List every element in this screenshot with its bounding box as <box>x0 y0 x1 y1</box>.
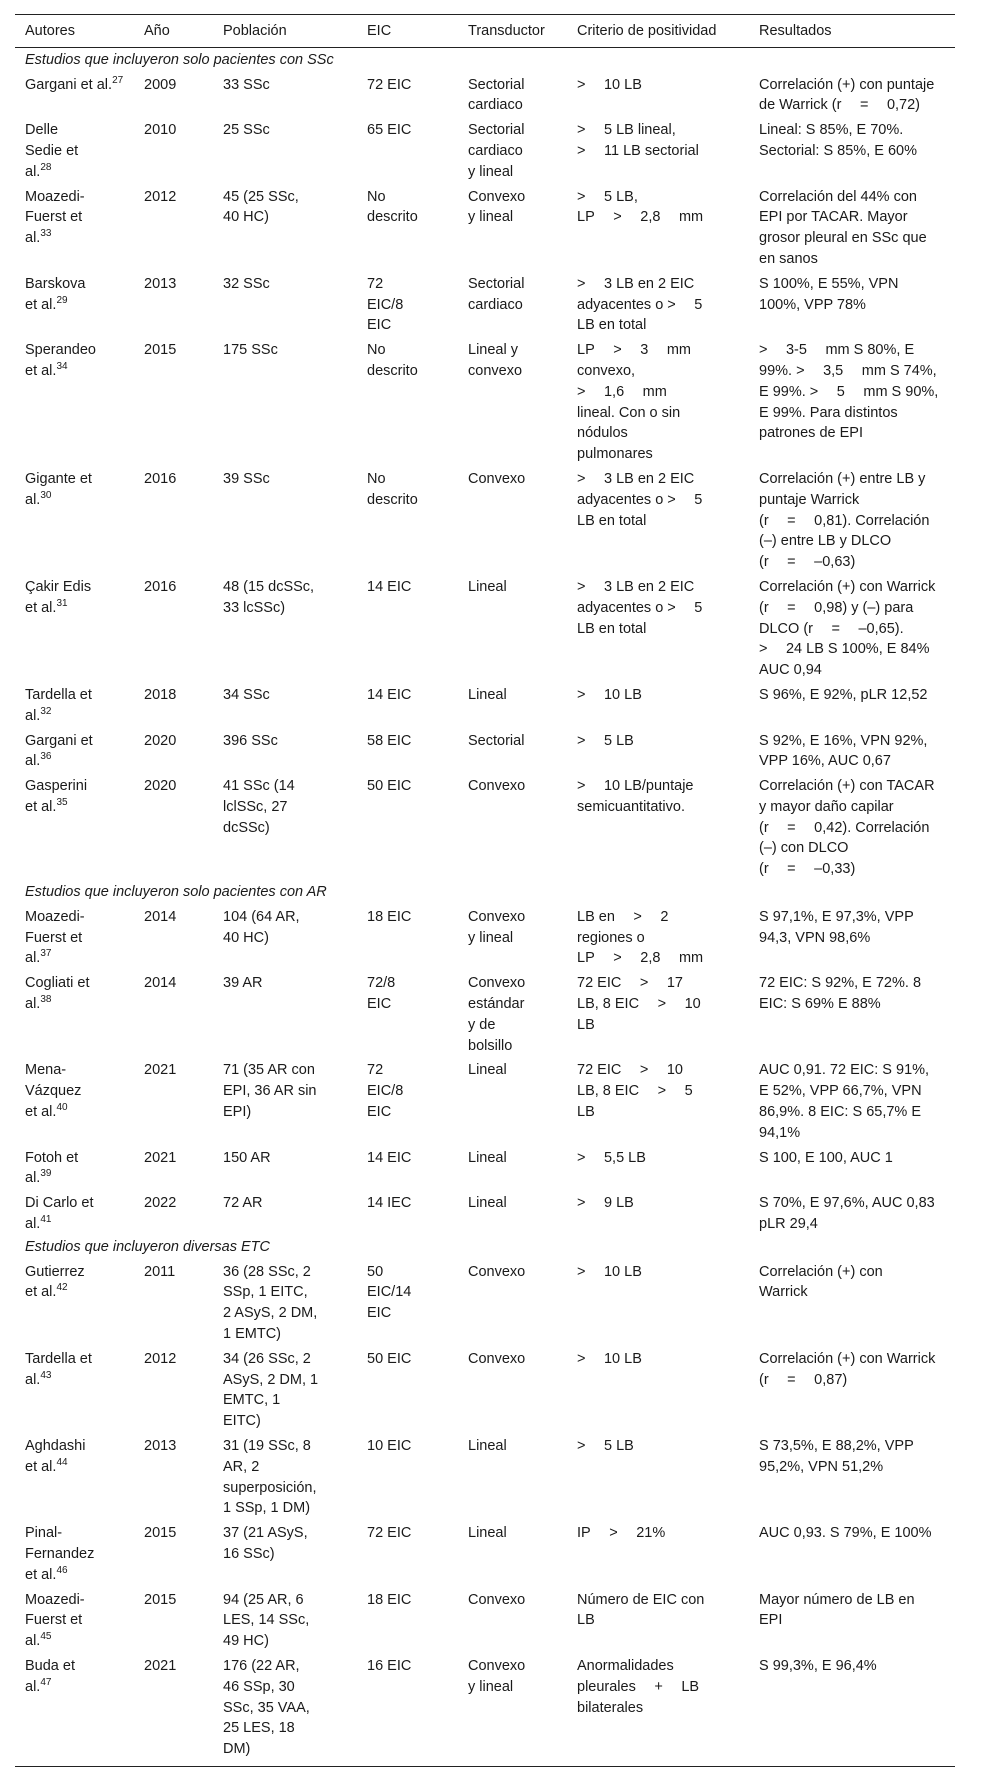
cell-results: S 92%, E 16%, VPN 92%, VPP 16%, AUC 0,67 <box>759 732 928 770</box>
cell-author <box>15 1189 134 1235</box>
table-row <box>15 1519 955 1585</box>
cell-eic: 72 EIC <box>367 76 412 93</box>
cell-year: 2011 <box>144 1263 176 1280</box>
cell-criterion: > 3 LB en 2 EIC adyacentes o > 5 LB en total <box>577 275 703 334</box>
cell-results: AUC 0,91. 72 EIC: S 91%, E 52%, VPP 66,7%, VPN 86,9%. 8 EIC: S 65,7% E 94,1% <box>759 1062 930 1141</box>
cell-year: 2014 <box>144 975 177 992</box>
author-name: Gargani et al. <box>25 732 93 770</box>
cell-population: 94 (25 AR, 6 LES, 14 SSc, 49 HC) <box>223 1591 310 1650</box>
cell-author <box>15 465 134 573</box>
cell-author <box>15 573 134 681</box>
cell-criterion: > 9 LB <box>577 1195 634 1212</box>
author-name: Moazedi- Fuerst et al. <box>25 1591 85 1650</box>
cell-transducer: Convexo <box>468 1591 526 1608</box>
cell-transducer: Lineal <box>468 578 507 595</box>
cell-author <box>15 1345 134 1432</box>
cell-eic: 14 EIC <box>367 1149 412 1166</box>
cell-year: 2022 <box>144 1195 177 1212</box>
cell-population: 175 SSc <box>223 342 278 359</box>
cell-year: 2016 <box>144 470 177 487</box>
reference-number: 27 <box>112 74 124 86</box>
cell-eic: 72 EIC/8 EIC <box>367 275 404 334</box>
author-name: Sperandeo et al. <box>25 342 96 379</box>
cell-results: S 96%, E 92%, pLR 12,52 <box>759 686 928 703</box>
column-header-authors: Autores <box>25 23 75 39</box>
cell-transducer: Sectorial cardiaco <box>468 275 525 313</box>
cell-transducer: Convexo estándar y de bolsillo <box>468 975 526 1054</box>
cell-year: 2015 <box>144 1591 177 1608</box>
studies-table <box>15 14 955 1767</box>
cell-year: 2010 <box>144 122 177 139</box>
cell-results: Correlación (+) con Warrick <box>759 1263 883 1301</box>
table-row <box>15 465 955 573</box>
cell-results: Correlación (+) entre LB y puntaje Warrick (r = 0,81). Correlación (–) entre LB y DLCO (r = –0,63) <box>759 470 930 571</box>
reference-number: 40 <box>56 1102 68 1114</box>
cell-author <box>15 772 134 880</box>
cell-eic: 18 EIC <box>367 908 412 925</box>
cell-population: 396 SSc <box>223 732 278 749</box>
cell-transducer: Lineal y convexo <box>468 342 523 379</box>
cell-results: S 100%, E 55%, VPN 100%, VPP 78% <box>759 275 899 313</box>
reference-number: 46 <box>56 1564 68 1576</box>
table-row <box>15 116 955 182</box>
cell-eic: 10 EIC <box>367 1438 412 1454</box>
reference-number: 39 <box>40 1168 52 1180</box>
cell-year: 2016 <box>144 578 177 595</box>
cell-criterion: > 5,5 LB <box>577 1149 646 1166</box>
cell-transducer: Convexo <box>468 1350 526 1367</box>
cell-criterion: LB en > 2 regiones o LP > 2,8 mm <box>577 908 704 967</box>
reference-number: 44 <box>56 1456 68 1468</box>
table-row <box>15 1432 955 1519</box>
cell-population: 72 AR <box>223 1195 263 1212</box>
author-name: Buda et al. <box>25 1657 75 1695</box>
cell-transducer: Convexo <box>468 1263 526 1280</box>
column-header-year: Año <box>144 23 170 39</box>
cell-population: 37 (21 ASyS, 16 SSc) <box>223 1525 308 1562</box>
cell-eic: No descrito <box>367 188 418 226</box>
cell-author <box>15 903 134 969</box>
cell-population: 45 (25 SSc, 40 HC) <box>223 188 299 226</box>
section-header-row <box>15 47 955 70</box>
cell-author <box>15 1519 134 1585</box>
author-name: Fotoh et al. <box>25 1149 79 1187</box>
cell-population: 104 (64 AR, 40 HC) <box>223 908 300 946</box>
table-row <box>15 1189 955 1235</box>
table-row <box>15 1652 955 1766</box>
cell-year: 2014 <box>144 908 177 925</box>
cell-population: 176 (22 AR, 46 SSp, 30 SSc, 35 VAA, 25 LES, 18 DM) <box>223 1657 310 1758</box>
cell-transducer: Lineal <box>468 1438 507 1454</box>
author-name: Delle Sedie et al. <box>25 122 79 180</box>
cell-author <box>15 969 134 1056</box>
section-title: Estudios que incluyeron solo pacientes con AR <box>25 884 327 901</box>
cell-criterion: Número de EIC con LB <box>577 1591 705 1629</box>
cell-results: Correlación (+) con Warrick (r = 0,98) y (–) para DLCO (r = –0,65). > 24 LB S 100%, E 84% AUC 0,94 <box>759 578 936 679</box>
cell-eic: No descrito <box>367 342 418 379</box>
column-header-results: Resultados <box>759 23 832 39</box>
section-header-row <box>15 880 955 903</box>
cell-year: 2013 <box>144 1438 177 1454</box>
column-header-criterion: Criterio de positividad <box>577 23 717 39</box>
author-name: Gigante et al. <box>25 470 92 508</box>
cell-author <box>15 1258 134 1345</box>
author-name: Gutierrez et al. <box>25 1263 85 1301</box>
author-name: Aghdashi et al. <box>25 1438 86 1475</box>
cell-population: 34 SSc <box>223 686 270 703</box>
cell-criterion: > 5 LB lineal, > 11 LB sectorial <box>577 122 699 159</box>
reference-number: 43 <box>40 1369 52 1381</box>
cell-year: 2013 <box>144 275 177 292</box>
cell-author <box>15 1144 134 1190</box>
cell-author <box>15 183 134 270</box>
cell-transducer: Convexo y lineal <box>468 908 526 946</box>
table-row <box>15 903 955 969</box>
cell-author <box>15 1652 134 1766</box>
cell-eic: 50 EIC/14 EIC <box>367 1263 412 1322</box>
cell-eic: 16 EIC <box>367 1657 412 1674</box>
cell-criterion: 72 EIC > 17 LB, 8 EIC > 10 LB <box>577 975 701 1033</box>
cell-transducer: Convexo y lineal <box>468 1657 526 1695</box>
cell-author <box>15 1586 134 1652</box>
author-name: Tardella et al. <box>25 686 92 724</box>
table-row <box>15 1056 955 1143</box>
author-name: Moazedi- Fuerst et al. <box>25 188 85 247</box>
cell-population: 25 SSc <box>223 122 270 139</box>
cell-results: S 99,3%, E 96,4% <box>759 1657 877 1674</box>
cell-year: 2021 <box>144 1062 177 1079</box>
cell-year: 2018 <box>144 686 177 703</box>
header-row <box>15 15 955 48</box>
cell-author <box>15 1432 134 1519</box>
cell-author <box>15 270 134 336</box>
table-body <box>15 47 955 1766</box>
cell-eic: 50 EIC <box>367 778 412 795</box>
table-row <box>15 71 955 117</box>
author-name: Pinal- Fernandez et al. <box>25 1525 95 1583</box>
cell-author <box>15 681 134 727</box>
cell-results: S 100, E 100, AUC 1 <box>759 1149 893 1166</box>
author-name: Barskova et al. <box>25 275 86 313</box>
table-container <box>15 14 985 1767</box>
cell-results: Correlación (+) con TACAR y mayor daño capilar (r = 0,42). Correlación (–) con DLCO (r = –0,33) <box>759 778 935 878</box>
table-header <box>15 15 955 48</box>
section-title: Estudios que incluyeron diversas ETC <box>25 1238 271 1255</box>
cell-transducer: Sectorial cardiaco <box>468 76 525 114</box>
author-name: Moazedi- Fuerst et al. <box>25 908 85 967</box>
table-row <box>15 1144 955 1190</box>
cell-year: 2020 <box>144 778 177 795</box>
cell-population: 150 AR <box>223 1149 271 1166</box>
reference-number: 34 <box>56 360 68 372</box>
column-header-population: Población <box>223 23 287 39</box>
table-row <box>15 183 955 270</box>
reference-number: 35 <box>56 796 68 808</box>
cell-year: 2021 <box>144 1657 177 1674</box>
cell-author <box>15 1056 134 1143</box>
cell-transducer: Sectorial <box>468 732 525 749</box>
cell-transducer: Convexo <box>468 778 526 795</box>
cell-criterion: > 10 LB <box>577 1263 642 1280</box>
cell-author <box>15 116 134 182</box>
cell-population: 39 AR <box>223 975 263 992</box>
cell-criterion: Anormalidades pleurales + LB bilaterales <box>577 1657 700 1716</box>
cell-population: 33 SSc <box>223 76 270 93</box>
cell-eic: 58 EIC <box>367 732 412 749</box>
cell-eic: 72/8 EIC <box>367 975 396 1013</box>
cell-results: S 97,1%, E 97,3%, VPP 94,3, VPN 98,6% <box>759 908 914 946</box>
cell-year: 2015 <box>144 1525 177 1542</box>
cell-results: Correlación (+) con Warrick (r = 0,87) <box>759 1350 936 1388</box>
table-row <box>15 573 955 681</box>
reference-number: 33 <box>40 228 52 240</box>
cell-transducer: Lineal <box>468 1062 507 1079</box>
reference-number: 28 <box>40 161 52 173</box>
cell-eic: 18 EIC <box>367 1591 412 1608</box>
reference-number: 36 <box>40 751 52 763</box>
author-name: Mena- Vázquez et al. <box>25 1062 82 1121</box>
cell-eic: 14 EIC <box>367 578 412 595</box>
cell-results: Correlación (+) con puntaje de Warrick (r = 0,72) <box>759 76 935 114</box>
author-name: Di Carlo et al. <box>25 1195 94 1233</box>
cell-results: Correlación del 44% con EPI por TACAR. Mayor grosor pleural en SSc que en sanos <box>759 188 927 267</box>
cell-criterion: > 10 LB <box>577 76 642 93</box>
section-header-row <box>15 1235 955 1258</box>
reference-number: 31 <box>56 597 68 609</box>
cell-population: 32 SSc <box>223 275 270 292</box>
cell-year: 2012 <box>144 188 177 205</box>
cell-transducer: Convexo <box>468 470 526 487</box>
reference-number: 42 <box>56 1282 68 1294</box>
cell-population: 39 SSc <box>223 470 270 487</box>
cell-year: 2015 <box>144 342 177 359</box>
cell-criterion: > 5 LB <box>577 732 634 749</box>
section-title: Estudios que incluyeron solo pacientes con SSc <box>25 51 334 68</box>
cell-transducer: Lineal <box>468 1195 507 1212</box>
reference-number: 41 <box>40 1214 52 1226</box>
column-header-eic: EIC <box>367 23 392 39</box>
cell-eic: 72 EIC/8 EIC <box>367 1062 404 1121</box>
cell-eic: No descrito <box>367 470 418 508</box>
cell-author <box>15 727 134 773</box>
cell-results: AUC 0,93. S 79%, E 100% <box>759 1525 932 1542</box>
cell-criterion: > 10 LB/puntaje semicuantitativo. <box>577 778 694 815</box>
cell-author <box>15 336 134 465</box>
cell-results: 72 EIC: S 92%, E 72%. 8 EIC: S 69% E 88% <box>759 975 922 1013</box>
cell-results: Mayor número de LB en EPI <box>759 1591 915 1629</box>
cell-year: 2009 <box>144 76 177 93</box>
cell-results: > 3-5 mm S 80%, E 99%. > 3,5 mm S 74%, E 99%. > 5 mm S 90%, E 99%. Para distintos patrones de EPI <box>759 342 939 442</box>
cell-transducer: Lineal <box>468 686 507 703</box>
cell-population: 41 SSc (14 lclSSc, 27 dcSSc) <box>223 778 295 836</box>
cell-results: S 70%, E 97,6%, AUC 0,83 pLR 29,4 <box>759 1195 935 1233</box>
cell-population: 48 (15 dcSSc, 33 lcSSc) <box>223 578 315 616</box>
table-row <box>15 1345 955 1432</box>
cell-results: S 73,5%, E 88,2%, VPP 95,2%, VPN 51,2% <box>759 1438 914 1475</box>
cell-transducer: Convexo y lineal <box>468 188 526 226</box>
cell-criterion: > 3 LB en 2 EIC adyacentes o > 5 LB en total <box>577 470 703 529</box>
reference-number: 32 <box>40 705 52 717</box>
table-row <box>15 336 955 465</box>
table-row <box>15 1258 955 1345</box>
cell-population: 34 (26 SSc, 2 ASyS, 2 DM, 1 EMTC, 1 EITC) <box>223 1350 319 1430</box>
reference-number: 30 <box>40 489 52 501</box>
cell-transducer: Lineal <box>468 1525 507 1542</box>
author-name: Gargani et al. <box>25 76 113 93</box>
reference-number: 38 <box>40 994 52 1006</box>
cell-year: 2021 <box>144 1149 177 1166</box>
reference-number: 37 <box>40 948 52 960</box>
table-row <box>15 772 955 880</box>
table-row <box>15 1586 955 1652</box>
cell-eic: 72 EIC <box>367 1525 412 1542</box>
author-name: Tardella et al. <box>25 1350 92 1388</box>
cell-year: 2012 <box>144 1350 177 1367</box>
cell-population: 71 (35 AR con EPI, 36 AR sin EPI) <box>223 1062 317 1121</box>
table-row <box>15 969 955 1056</box>
cell-criterion: IP > 21% <box>577 1525 666 1542</box>
cell-eic: 14 IEC <box>367 1195 412 1212</box>
reference-number: 45 <box>40 1631 52 1643</box>
author-name: Çakir Edis et al. <box>25 578 92 616</box>
cell-population: 36 (28 SSc, 2 SSp, 1 EITC, 2 ASyS, 2 DM, 1 EMTC) <box>223 1263 318 1343</box>
table-row <box>15 270 955 336</box>
cell-criterion: > 10 LB <box>577 686 642 703</box>
author-name: Cogliati et al. <box>25 975 90 1013</box>
cell-transducer: Lineal <box>468 1149 507 1166</box>
cell-criterion: > 5 LB <box>577 1438 634 1454</box>
cell-criterion: > 10 LB <box>577 1350 642 1367</box>
reference-number: 47 <box>40 1676 52 1688</box>
author-name: Gasperini et al. <box>25 778 88 815</box>
column-header-transducer: Transductor <box>468 23 545 39</box>
table-row <box>15 681 955 727</box>
cell-criterion: > 5 LB, LP > 2,8 mm <box>577 188 704 226</box>
cell-eic: 65 EIC <box>367 122 412 139</box>
cell-criterion: LP > 3 mm convexo, > 1,6 mm lineal. Con o sin nódulos pulmonares <box>577 342 692 463</box>
cell-population: 31 (19 SSc, 8 AR, 2 superposición, 1 SSp, 1 DM) <box>223 1438 317 1517</box>
reference-number: 29 <box>56 294 68 306</box>
cell-author <box>15 71 134 117</box>
cell-results: Lineal: S 85%, E 70%. Sectorial: S 85%, E 60% <box>759 122 917 159</box>
table-row <box>15 727 955 773</box>
cell-eic: 14 EIC <box>367 686 412 703</box>
cell-transducer: Sectorial cardiaco y lineal <box>468 122 525 180</box>
cell-eic: 50 EIC <box>367 1350 412 1367</box>
cell-year: 2020 <box>144 732 177 749</box>
cell-criterion: > 3 LB en 2 EIC adyacentes o > 5 LB en total <box>577 578 703 637</box>
cell-criterion: 72 EIC > 10 LB, 8 EIC > 5 LB <box>577 1062 693 1121</box>
